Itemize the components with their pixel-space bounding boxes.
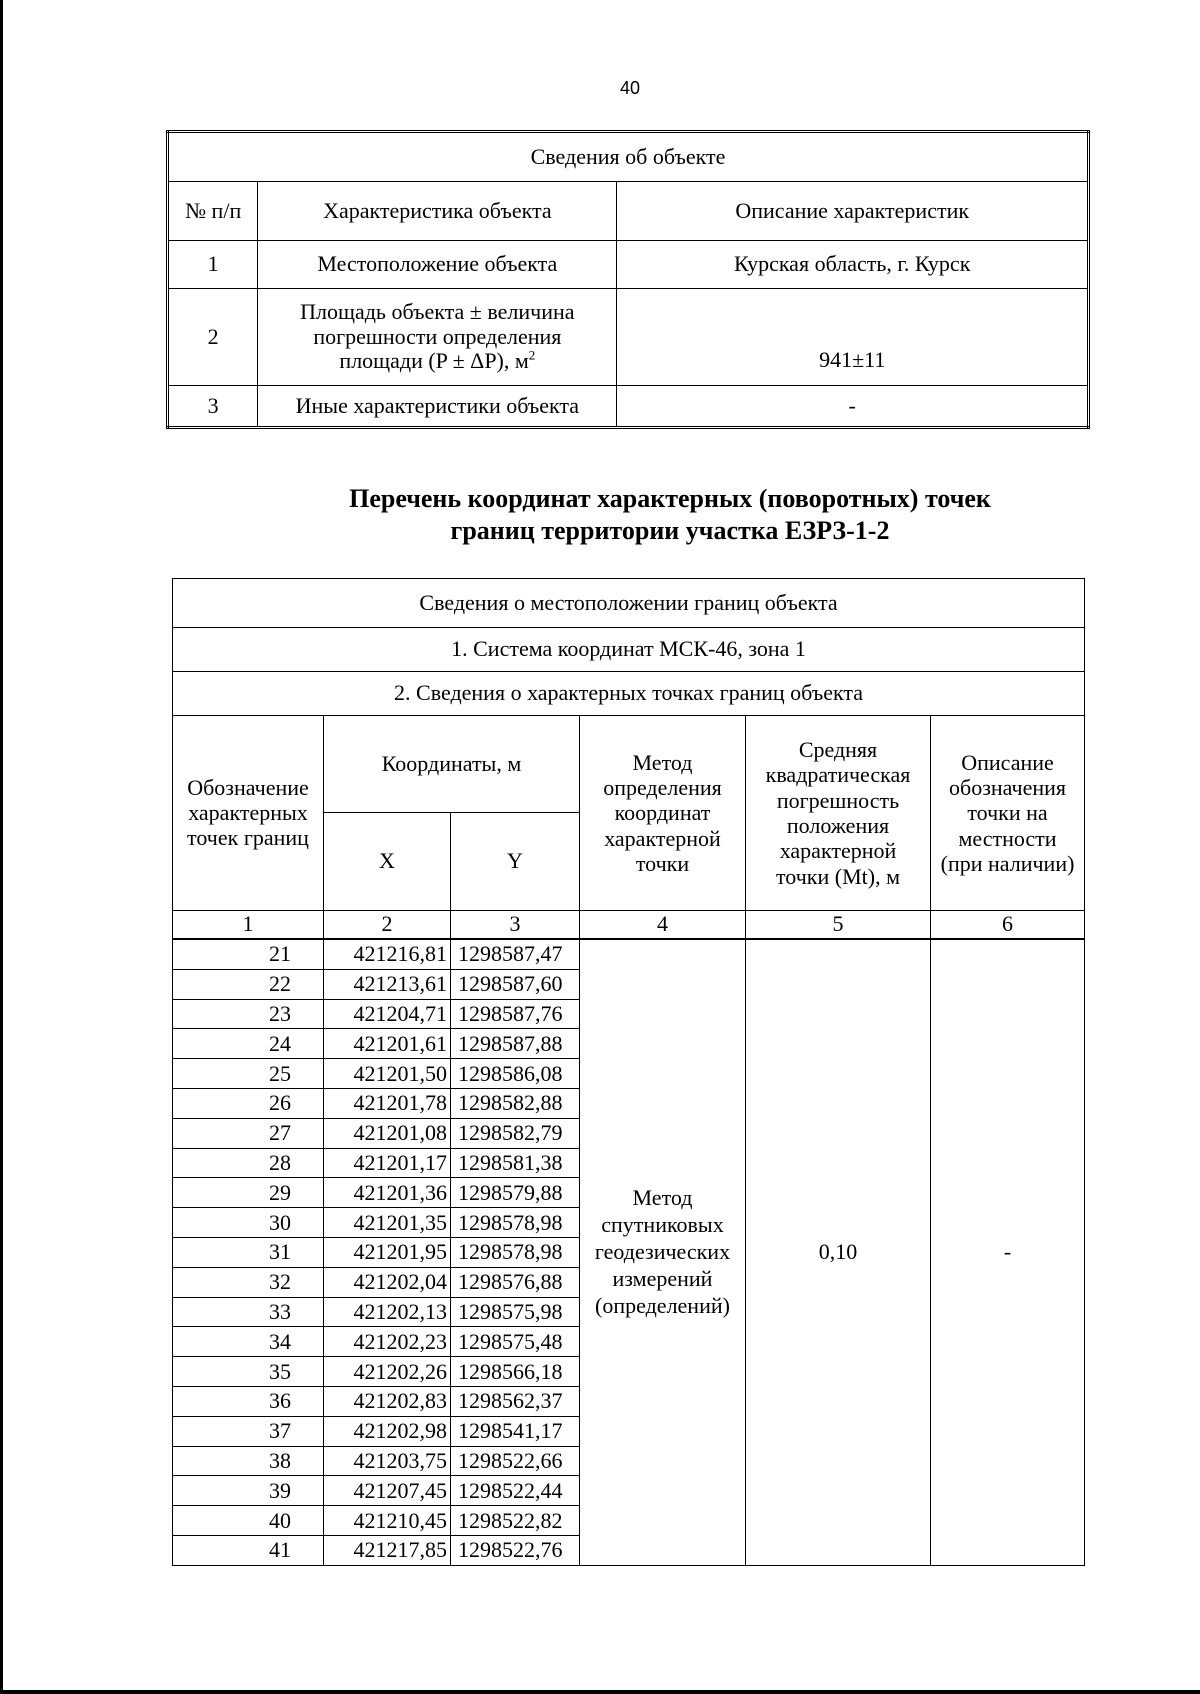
point-y: 1298582,88: [451, 1088, 580, 1118]
boundary-title: Сведения о местоположении границ объекта: [173, 579, 1085, 628]
point-x: 421210,45: [324, 1506, 451, 1536]
point-y: 1298522,66: [451, 1446, 580, 1476]
error-header-line: характерной: [779, 838, 897, 864]
point-x: 421201,95: [324, 1237, 451, 1267]
point-number: 41: [173, 1535, 324, 1565]
description-header-line: обозначения: [949, 775, 1067, 801]
table-row: [168, 241, 1089, 289]
row-value: Курская область, г. Курск: [617, 241, 1089, 289]
method-value: [580, 939, 746, 1565]
area-label-text: площади (P ± ΔP), м: [339, 348, 529, 374]
col-number: 5: [746, 911, 931, 940]
area-label-sup: 2: [528, 347, 536, 363]
point-y: 1298578,98: [451, 1237, 580, 1267]
point-x: 421202,98: [324, 1416, 451, 1446]
designation-line1: Обозначение: [187, 775, 309, 800]
point-number: 35: [173, 1357, 324, 1387]
point-y: 1298575,48: [451, 1327, 580, 1357]
point-x: 421202,13: [324, 1297, 451, 1327]
error-header-line: погрешность: [776, 787, 900, 813]
point-number: 36: [173, 1386, 324, 1416]
method-value-line: (определений): [595, 1292, 730, 1318]
col-description-header: Описание характеристик: [617, 182, 1089, 241]
point-x: 421202,83: [324, 1386, 451, 1416]
description-header-line: Описание: [961, 749, 1054, 775]
point-number: 32: [173, 1267, 324, 1297]
point-number: 38: [173, 1446, 324, 1476]
col-number: 2: [324, 911, 451, 940]
point-y: 1298522,82: [451, 1506, 580, 1536]
col-designation-header: [173, 716, 324, 911]
row-characteristic: Иные характеристики объекта: [258, 386, 617, 428]
method-header-line: Метод: [632, 749, 693, 775]
error-header-line: точки (Mt), м: [775, 863, 901, 889]
point-number: 28: [173, 1148, 324, 1178]
table-row: [173, 939, 1085, 969]
point-number: 34: [173, 1327, 324, 1357]
points-title: 2. Сведения о характерных точках границ объекта: [173, 672, 1085, 716]
point-x: 421201,08: [324, 1118, 451, 1148]
point-y: 1298587,60: [451, 969, 580, 999]
point-number: 39: [173, 1476, 324, 1506]
row-number: 2: [168, 289, 258, 386]
point-y: 1298578,98: [451, 1208, 580, 1238]
col-coordinates-header: Координаты, м: [324, 716, 580, 813]
coordinates-table: [172, 578, 1085, 1566]
point-x: 421201,36: [324, 1178, 451, 1208]
error-header-line: положения: [786, 813, 890, 838]
point-x: 421204,71: [324, 999, 451, 1029]
point-number: 31: [173, 1237, 324, 1267]
col-error-header: [746, 716, 931, 911]
method-header-line: характерной: [604, 825, 721, 851]
error-header-line: Средняя: [798, 737, 878, 763]
point-y: 1298587,47: [451, 939, 580, 969]
point-x: 421203,75: [324, 1446, 451, 1476]
point-x: 421216,81: [324, 939, 451, 969]
point-number: 25: [173, 1059, 324, 1089]
point-x: 421201,35: [324, 1208, 451, 1238]
designation-line3: точек границ: [187, 824, 309, 850]
point-x: 421217,85: [324, 1535, 451, 1565]
col-x-header: X: [324, 813, 451, 911]
point-y: 1298587,88: [451, 1029, 580, 1059]
heading-line1: Перечень координат характерных (поворотных) точек: [349, 484, 991, 513]
area-label-line2: погрешности определения: [313, 323, 562, 349]
description-header-line: (при наличии): [940, 850, 1075, 876]
area-label-line3: [258, 349, 616, 374]
point-y: 1298562,37: [451, 1386, 580, 1416]
row-characteristic: [258, 289, 617, 386]
point-y: 1298579,88: [451, 1178, 580, 1208]
point-x: 421202,04: [324, 1267, 451, 1297]
point-y: 1298522,76: [451, 1535, 580, 1565]
col-number-header: № п/п: [168, 182, 258, 241]
col-method-header: [580, 716, 746, 911]
point-x: 421201,61: [324, 1029, 451, 1059]
col-number: 6: [931, 911, 1085, 940]
method-header-line: координат: [614, 800, 711, 826]
point-number: 23: [173, 999, 324, 1029]
page-number: 40: [619, 78, 641, 98]
heading-line2: границ территории участка ЕЗРЗ-1-2: [450, 516, 890, 546]
coord-system: 1. Система координат МСК-46, зона 1: [173, 628, 1085, 672]
point-y: 1298581,38: [451, 1148, 580, 1178]
point-x: 421213,61: [324, 969, 451, 999]
area-label-line1: Площадь объекта ± величина: [300, 299, 575, 325]
point-y: 1298576,88: [451, 1267, 580, 1297]
point-x: 421201,78: [324, 1088, 451, 1118]
point-x: 421207,45: [324, 1476, 451, 1506]
point-number: 33: [173, 1297, 324, 1327]
object-info-table: [166, 130, 1090, 429]
table-row: [168, 289, 1089, 386]
point-number: 37: [173, 1416, 324, 1446]
point-y: 1298566,18: [451, 1357, 580, 1387]
description-value: -: [931, 939, 1085, 1565]
col-description-header: [931, 716, 1085, 911]
point-number: 26: [173, 1088, 324, 1118]
point-x: 421202,26: [324, 1357, 451, 1387]
method-value-line: Метод: [632, 1185, 693, 1211]
point-y: 1298586,08: [451, 1059, 580, 1089]
point-x: 421201,50: [324, 1059, 451, 1089]
point-x: 421202,23: [324, 1327, 451, 1357]
page-edge-bottom: [0, 1690, 1200, 1694]
col-number: 3: [451, 911, 580, 940]
error-header-line: квадратическая: [765, 762, 911, 788]
error-value: 0,10: [746, 939, 931, 1565]
row-number: 1: [168, 241, 258, 289]
row-value: 941±11: [617, 289, 1089, 386]
method-header-line: точки: [635, 850, 690, 876]
point-number: 30: [173, 1208, 324, 1238]
col-number: 4: [580, 911, 746, 940]
point-y: 1298587,76: [451, 999, 580, 1029]
point-y: 1298582,79: [451, 1118, 580, 1148]
point-y: 1298522,44: [451, 1476, 580, 1506]
method-header-line: определения: [603, 775, 722, 801]
designation-line2: характерных: [188, 799, 308, 825]
col-y-header: Y: [451, 813, 580, 911]
point-number: 27: [173, 1118, 324, 1148]
description-header-line: местности: [958, 825, 1057, 851]
description-header-line: точки на: [967, 800, 1048, 826]
table-row: [168, 386, 1089, 428]
point-number: 29: [173, 1178, 324, 1208]
point-number: 24: [173, 1029, 324, 1059]
section-heading: [280, 483, 1060, 547]
row-characteristic: Местоположение объекта: [258, 241, 617, 289]
row-value: -: [617, 386, 1089, 428]
page-edge-left: [0, 0, 3, 1694]
point-x: 421201,17: [324, 1148, 451, 1178]
object-info-title: Сведения об объекте: [168, 132, 1089, 182]
method-value-line: геодезических: [594, 1238, 731, 1264]
row-number: 3: [168, 386, 258, 428]
col-number: 1: [173, 911, 324, 940]
method-value-line: спутниковых: [601, 1212, 724, 1238]
point-y: 1298575,98: [451, 1297, 580, 1327]
point-number: 22: [173, 969, 324, 999]
point-y: 1298541,17: [451, 1416, 580, 1446]
point-number: 40: [173, 1506, 324, 1536]
col-characteristic-header: Характеристика объекта: [258, 182, 617, 241]
method-value-line: измерений: [612, 1265, 713, 1291]
point-number: 21: [173, 939, 324, 969]
